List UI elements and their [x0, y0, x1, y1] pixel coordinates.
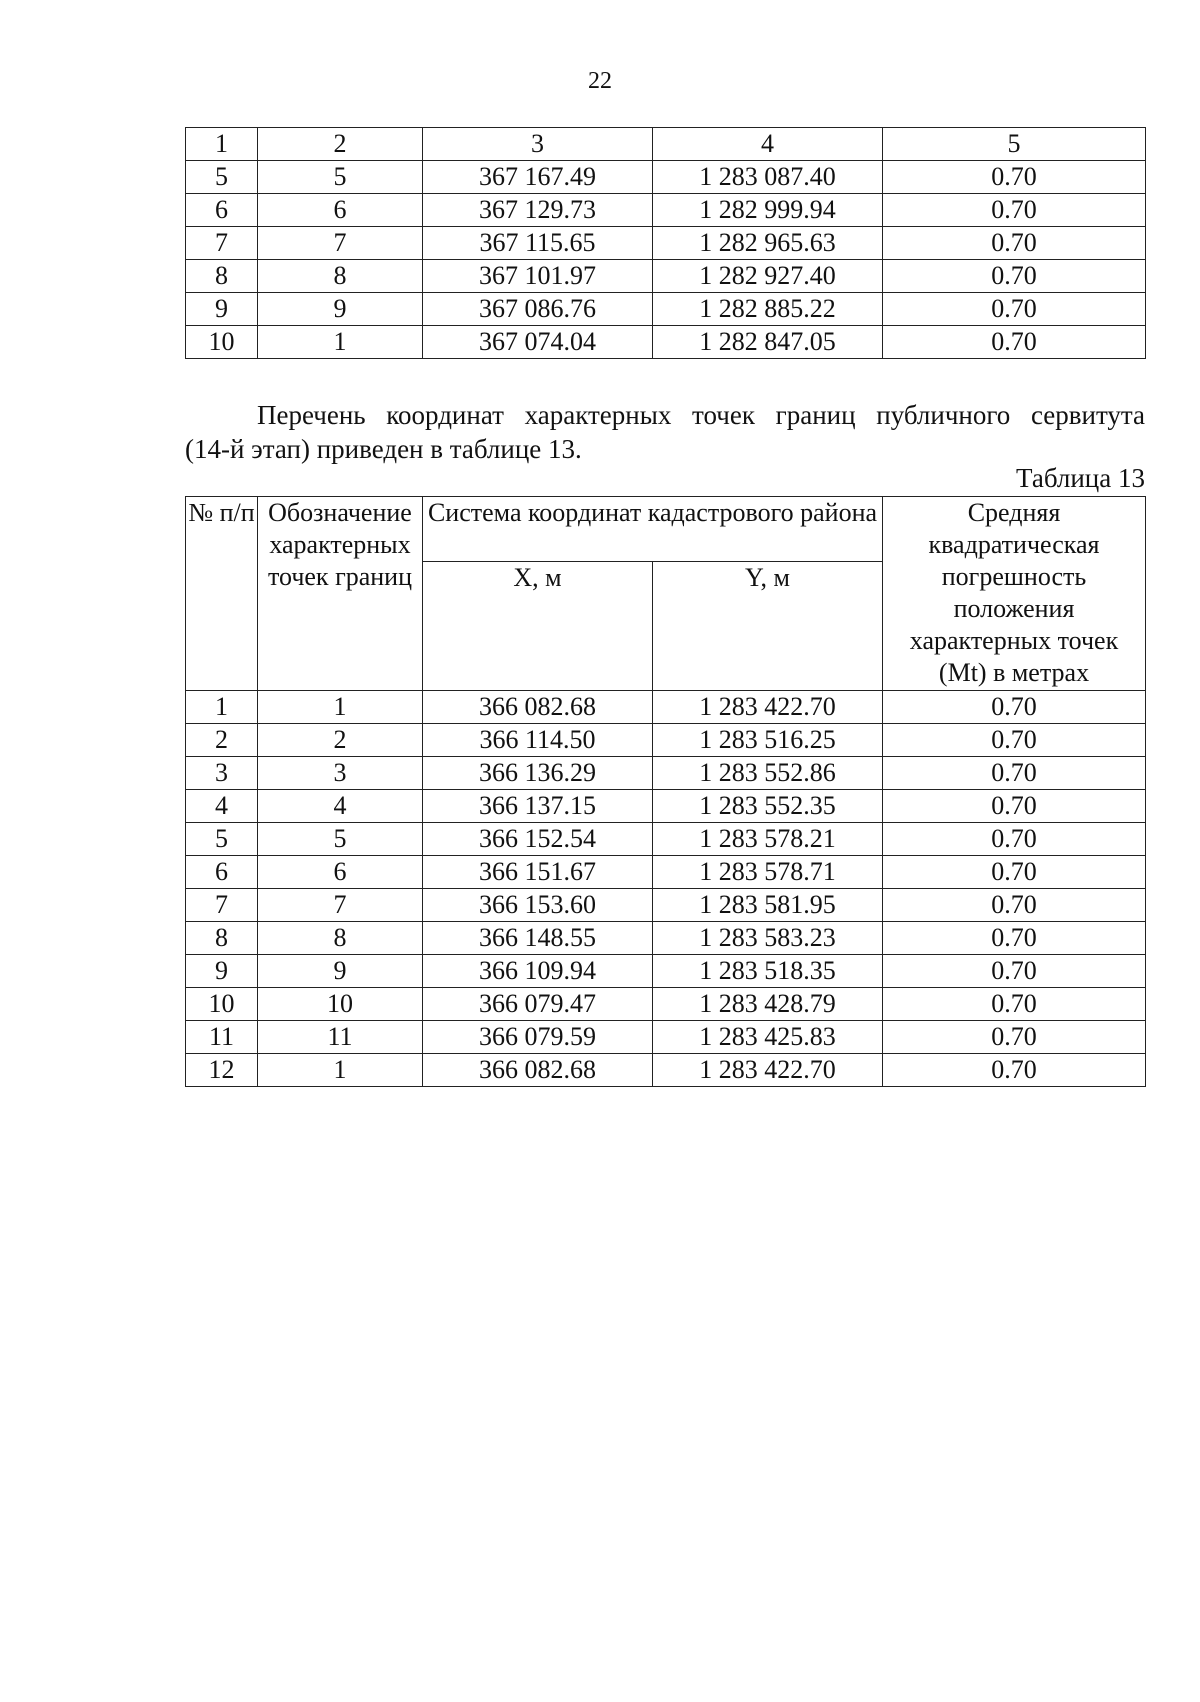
- intro-paragraph: [185, 398, 1145, 466]
- table-cell: 1 283 422.70: [653, 691, 883, 724]
- table-cell: 6: [258, 194, 423, 227]
- table-row: [186, 889, 1146, 922]
- table-cell: 8: [258, 260, 423, 293]
- table-cell: 367 086.76: [423, 293, 653, 326]
- table-cell: 366 082.68: [423, 691, 653, 724]
- table-row: [186, 227, 1146, 260]
- table-cell: 10: [186, 988, 258, 1021]
- table-row: [186, 691, 1146, 724]
- table-cell: 5: [258, 823, 423, 856]
- header-error: Средняя квадратическая погрешность положения характерных точек (Mt) в метрах: [883, 497, 1146, 691]
- table-cell: 366 137.15: [423, 790, 653, 823]
- header-coordinate-system: Система координат кадастрового района: [423, 497, 883, 562]
- table-cell: 1 283 428.79: [653, 988, 883, 1021]
- table-cell: 366 109.94: [423, 955, 653, 988]
- table-row: [186, 724, 1146, 757]
- table-cell: 1: [186, 691, 258, 724]
- table-cell: 10: [258, 988, 423, 1021]
- header-x: X, м: [423, 562, 653, 691]
- table-cell: 1 282 885.22: [653, 293, 883, 326]
- table-row: [186, 260, 1146, 293]
- table-cell: 0.70: [883, 988, 1146, 1021]
- table-cell: 0.70: [883, 1021, 1146, 1054]
- header-row: [186, 497, 1146, 562]
- table-cell: 1 282 965.63: [653, 227, 883, 260]
- table-cell: 1: [258, 691, 423, 724]
- table-cell: 0.70: [883, 691, 1146, 724]
- header-num: № п/п: [186, 497, 258, 691]
- coordinates-table-continued: [185, 127, 1146, 359]
- table-cell: 366 114.50: [423, 724, 653, 757]
- table-body: [186, 691, 1146, 1087]
- table-cell: 6: [258, 856, 423, 889]
- table-cell: 366 148.55: [423, 922, 653, 955]
- table-cell: 1 283 583.23: [653, 922, 883, 955]
- table-row: [186, 955, 1146, 988]
- table-cell: 367 101.97: [423, 260, 653, 293]
- column-number: 3: [423, 128, 653, 161]
- table-row: [186, 1054, 1146, 1087]
- table-cell: 9: [258, 955, 423, 988]
- table-cell: 0.70: [883, 955, 1146, 988]
- table-cell: 2: [258, 724, 423, 757]
- table-cell: 1 283 425.83: [653, 1021, 883, 1054]
- table-cell: 1: [258, 1054, 423, 1087]
- column-number: 1: [186, 128, 258, 161]
- table-cell: 4: [258, 790, 423, 823]
- table-cell: 1 282 999.94: [653, 194, 883, 227]
- table-cell: 9: [186, 955, 258, 988]
- table-cell: 1 283 518.35: [653, 955, 883, 988]
- table-cell: 12: [186, 1054, 258, 1087]
- table-cell: 9: [258, 293, 423, 326]
- table-row: [186, 922, 1146, 955]
- column-number: 2: [258, 128, 423, 161]
- table-row: [186, 194, 1146, 227]
- table-cell: 366 153.60: [423, 889, 653, 922]
- table-cell: 366 079.47: [423, 988, 653, 1021]
- intro-line: Перечень координат характерных точек границ публичного сервитута: [257, 400, 1145, 430]
- table-cell: 0.70: [883, 293, 1146, 326]
- table-cell: 0.70: [883, 922, 1146, 955]
- table-cell: 6: [186, 856, 258, 889]
- table-cell: 0.70: [883, 194, 1146, 227]
- coordinates-table-13: [185, 496, 1146, 1087]
- table-cell: 6: [186, 194, 258, 227]
- table-row: [186, 161, 1146, 194]
- table-cell: 1 283 552.86: [653, 757, 883, 790]
- table-cell: 366 082.68: [423, 1054, 653, 1087]
- table-cell: 5: [258, 161, 423, 194]
- table-cell: 7: [258, 889, 423, 922]
- table-row: [186, 757, 1146, 790]
- table-cell: 0.70: [883, 889, 1146, 922]
- table-cell: 1 283 581.95: [653, 889, 883, 922]
- table-cell: 0.70: [883, 161, 1146, 194]
- table-cell: 0.70: [883, 326, 1146, 359]
- page-number: 22: [588, 68, 612, 94]
- table-cell: 367 074.04: [423, 326, 653, 359]
- table-cell: 7: [258, 227, 423, 260]
- table-cell: 0.70: [883, 260, 1146, 293]
- table-body: [186, 161, 1146, 359]
- table-cell: 0.70: [883, 823, 1146, 856]
- table-cell: 10: [186, 326, 258, 359]
- table-cell: 0.70: [883, 757, 1146, 790]
- table-cell: 367 167.49: [423, 161, 653, 194]
- header-designation: Обозначение характерных точек границ: [258, 497, 423, 691]
- column-number-row: [186, 128, 1146, 161]
- table-row: [186, 856, 1146, 889]
- table-row: [186, 823, 1146, 856]
- table-cell: 8: [186, 922, 258, 955]
- table-row: [186, 293, 1146, 326]
- table-cell: 5: [186, 823, 258, 856]
- table-cell: 367 115.65: [423, 227, 653, 260]
- table-cell: 366 079.59: [423, 1021, 653, 1054]
- header-y: Y, м: [653, 562, 883, 691]
- table-cell: 1 282 927.40: [653, 260, 883, 293]
- table-cell: 4: [186, 790, 258, 823]
- table-cell: 0.70: [883, 227, 1146, 260]
- table-cell: 0.70: [883, 1054, 1146, 1087]
- table-row: [186, 1021, 1146, 1054]
- table-cell: 0.70: [883, 856, 1146, 889]
- table-cell: 8: [258, 922, 423, 955]
- table-cell: 1 283 087.40: [653, 161, 883, 194]
- table-caption: Таблица 13: [1016, 463, 1145, 493]
- table-cell: 9: [186, 293, 258, 326]
- table-cell: 1 283 578.21: [653, 823, 883, 856]
- table-cell: 1 282 847.05: [653, 326, 883, 359]
- column-number: 4: [653, 128, 883, 161]
- table-row: [186, 988, 1146, 1021]
- table-cell: 5: [186, 161, 258, 194]
- table-cell: 11: [258, 1021, 423, 1054]
- table-cell: 1 283 552.35: [653, 790, 883, 823]
- table-cell: 8: [186, 260, 258, 293]
- table-cell: 7: [186, 889, 258, 922]
- table-cell: 0.70: [883, 790, 1146, 823]
- table-cell: 3: [186, 757, 258, 790]
- table-cell: 366 151.67: [423, 856, 653, 889]
- table-cell: 0.70: [883, 724, 1146, 757]
- table-cell: 2: [186, 724, 258, 757]
- table-cell: 1 283 578.71: [653, 856, 883, 889]
- table-cell: 11: [186, 1021, 258, 1054]
- intro-line: (14-й этап) приведен в таблице 13.: [185, 434, 582, 464]
- table-cell: 367 129.73: [423, 194, 653, 227]
- table-cell: 1 283 516.25: [653, 724, 883, 757]
- table-cell: 366 136.29: [423, 757, 653, 790]
- table-cell: 1 283 422.70: [653, 1054, 883, 1087]
- column-number: 5: [883, 128, 1146, 161]
- table-cell: 7: [186, 227, 258, 260]
- table-row: [186, 326, 1146, 359]
- table-cell: 3: [258, 757, 423, 790]
- table-cell: 366 152.54: [423, 823, 653, 856]
- table-cell: 1: [258, 326, 423, 359]
- table-row: [186, 790, 1146, 823]
